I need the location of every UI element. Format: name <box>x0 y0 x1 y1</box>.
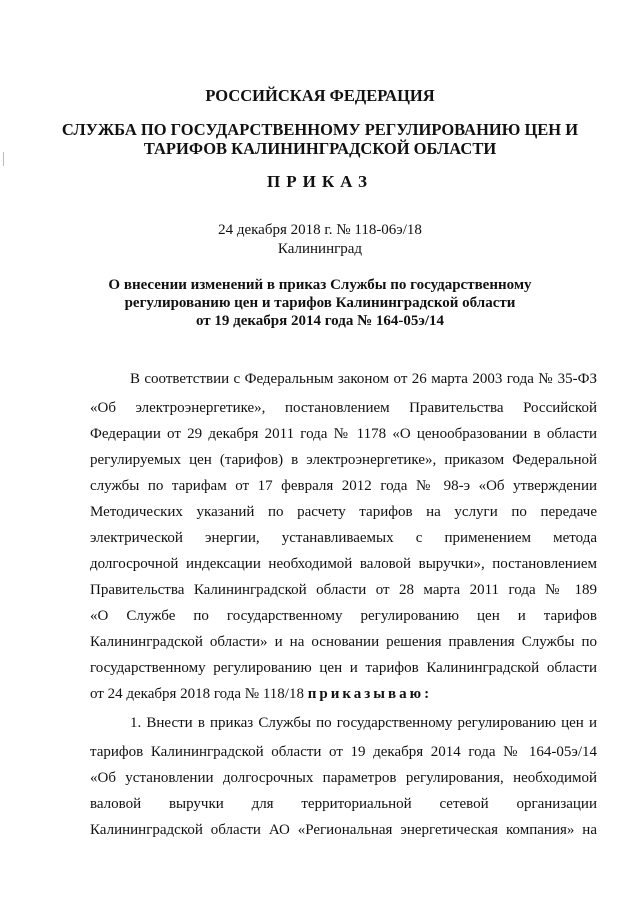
body-line: электрической энергии, устанавливаемых с применением метода <box>90 530 597 546</box>
body-line: Правительства Калининградской области от 28 марта 2011 года № 189 <box>90 582 597 598</box>
date-number-line: 24 декабря 2018 г. № 118-06э/18 <box>218 222 422 238</box>
body-line: «О Службе по государственному регулированию цен и тарифов <box>90 608 597 624</box>
item1-line: 1. Внести в приказ Службы по государственному регулированию цен и <box>130 715 597 731</box>
item1-line: тарифов Калининградской области от 19 декабря 2014 года № 164-05э/14 <box>90 744 597 760</box>
item1-line: «Об установлении долгосрочных параметров регулирования, необходимой <box>90 770 597 786</box>
body-line: регулируемых цен (тарифов) в электроэнергетике», приказом Федеральной <box>90 452 597 468</box>
body-line: В соответствии с Федеральным законом от 26 марта 2003 года № 35-ФЗ <box>130 371 597 387</box>
subject-line2: регулированию цен и тарифов Калининградской области <box>124 295 516 311</box>
body-last-line <box>90 685 597 703</box>
service-heading-line2: ТАРИФОВ КАЛИНИНГРАДСКОЙ ОБЛАСТИ <box>143 139 497 158</box>
body-line: Калининградской области» и на основании решения правления Службы по <box>90 634 597 650</box>
body-line: службы по тарифам от 17 февраля 2012 года № 98-э «Об утверждении <box>90 478 597 494</box>
body-line: Федерации от 29 декабря 2011 года № 1178 «О ценообразовании в области <box>90 426 597 442</box>
city-line: Калининград <box>277 241 363 257</box>
item1-line: валовой выручки для территориальной сетевой организации <box>90 796 597 812</box>
subject-line3: от 19 декабря 2014 года № 164-05э/14 <box>195 313 445 329</box>
item1-line: Калининградской области АО «Региональная энергетическая компания» на <box>90 822 597 838</box>
subject-line1: О внесении изменений в приказ Службы по государственному <box>108 277 532 293</box>
country-heading: РОССИЙСКАЯ ФЕДЕРАЦИЯ <box>205 86 435 105</box>
document-type-heading: ПРИКАЗ <box>267 172 373 191</box>
body-line: «Об электроэнергетике», постановлением Правительства Российской <box>90 400 597 416</box>
order-reference: от 24 декабря 2018 года № 118/18 <box>90 686 304 702</box>
order-word: приказываю: <box>307 686 433 702</box>
body-line: государственному регулированию цен и тарифов Калининградской области <box>90 660 597 676</box>
body-line: Методических указаний по расчету тарифов на услуги по передаче <box>90 504 597 520</box>
body-line: долгосрочной индексации необходимой валовой выручки», постановлением <box>90 556 597 572</box>
service-heading-line1: СЛУЖБА ПО ГОСУДАРСТВЕННОМУ РЕГУЛИРОВАНИЮ ЦЕН И <box>61 120 579 139</box>
